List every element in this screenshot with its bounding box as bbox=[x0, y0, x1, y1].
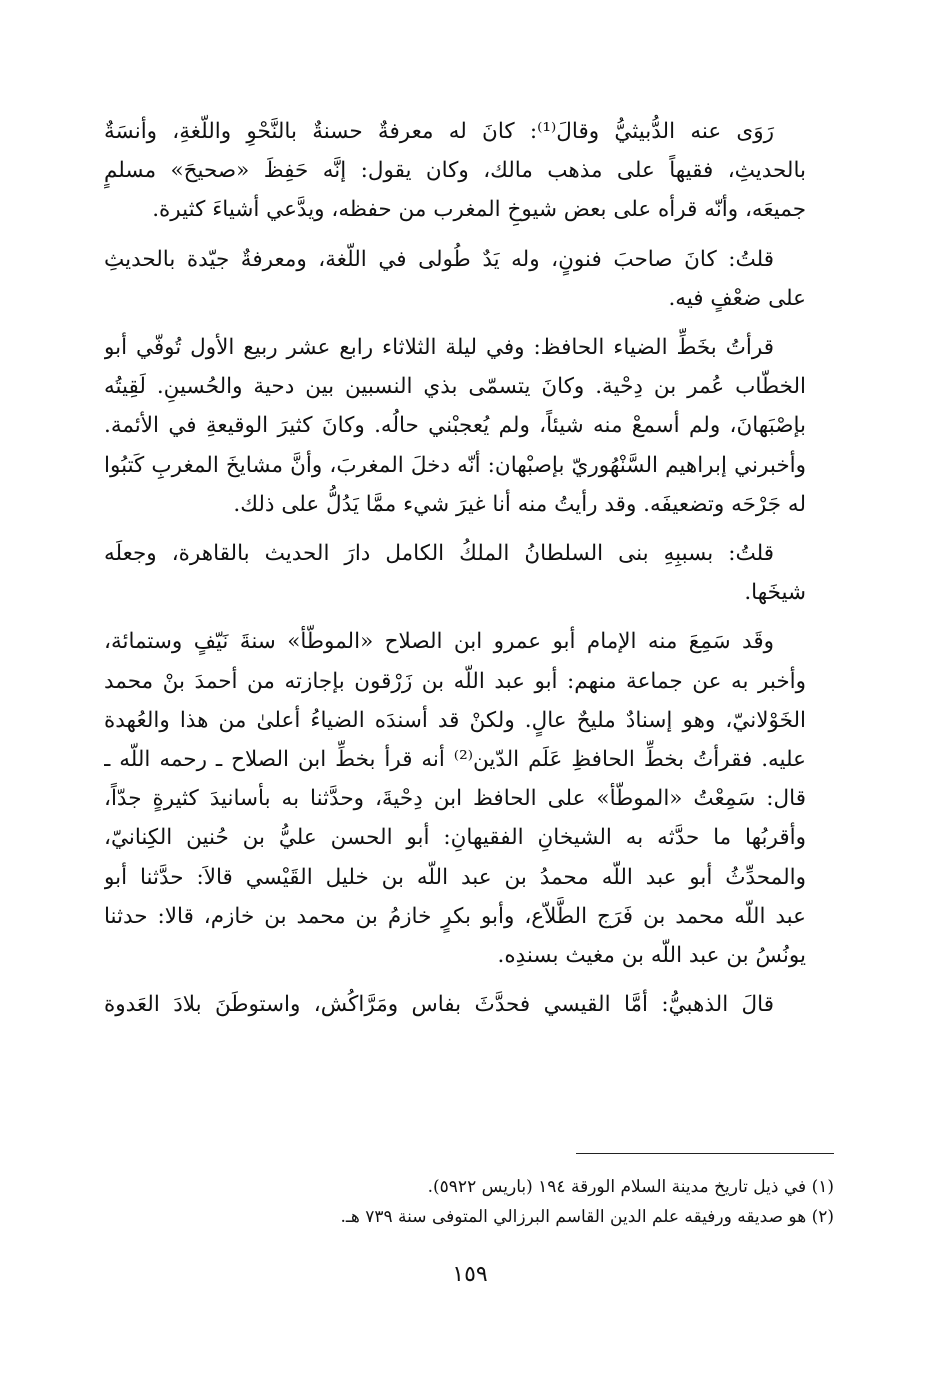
footnote-1: (١) في ذيل تاريخ مدينة السلام الورقة ١٩٤ (باريس ٥٩٢٢). bbox=[427, 1177, 834, 1197]
footnote-2: (٢) هو صديقه ورفيقه علم الدين القاسم البرزالي المتوفى سنة ٧٣٩ هـ. bbox=[340, 1207, 834, 1227]
footnote-divider bbox=[576, 1153, 834, 1154]
text-line: الخَوْلانيّ، وهو إسنادٌ مليحٌ عالٍ. ولكنْ قد أسندَه الضياءُ أعلىٰ من هذا والعُهدة bbox=[104, 707, 806, 733]
text-line: الخطّاب عُمر بن دِحْية. وكانَ يتسمّى بذي النسبين بين دحية والحُسينِ. لَقِيتُه bbox=[104, 374, 806, 400]
text-line: يونُسُ بن عبد اللّه بن مغيث بسندِه. bbox=[497, 943, 806, 969]
text-line: جميعَه، وأنّه قرأه على بعض شيوخِ المغرب من حفظه، ويدَّعي أشياءَ كثيرة. bbox=[152, 197, 806, 223]
text-line: قلتُ: بسببِهِ بنى السلطانُ الملكُ الكامل دارَ الحديث بالقاهرة، وجعلَه bbox=[104, 541, 774, 567]
paragraph-dubaythi bbox=[104, 112, 834, 230]
text-line: قالَ الذهبيُّ: أمَّا القيسي فحدَّثَ بفاس ومَرَّاكُش، واستوطَنَ بلادَ العَدوة bbox=[104, 992, 774, 1018]
paragraph-qultu-funun bbox=[104, 240, 834, 318]
text-line: وأخبر به عن جماعة منهم: أبو عبد اللّه بن زَرْقون بإجازته من أحمدَ بنْ محمد bbox=[104, 668, 806, 694]
text-line: قرأتُ بخَطِّ الضياء الحافظ: وفي ليلة الثلاثاء رابع عشر ربيع الأول تُوفّي أبو bbox=[104, 335, 774, 361]
text-line: عليه. فقرأتُ بخطِّ الحافظِ عَلَم الدّين⁽²⁾ أنه قرأ بخطِّ ابن الصلاح ـ رحمه اللّه ـ bbox=[104, 747, 806, 773]
text-line: بالحديثِ، فقيهاً على مذهب مالك، وكان يقول: إنَّه حَفِظَ «صحيحَ» مسلمٍ bbox=[104, 158, 806, 184]
text-line: له جَرْحَه وتضعيفَه. وقد رأيتُ منه أنا غيرَ شيء ممَّا يَدُلُّ على ذلك. bbox=[233, 491, 806, 517]
footnotes bbox=[300, 1172, 834, 1232]
text-line: على ضعْفٍ فيه. bbox=[668, 285, 806, 311]
paragraph-qaratu-bikhatt bbox=[104, 328, 834, 524]
paragraph-muwatta bbox=[104, 622, 834, 975]
text-line: والمحدِّثُ أبو عبد اللّه محمدُ بن عبد اللّه بن خليل القَيْسي قالاَ: حدَّثنا أبو bbox=[104, 864, 806, 890]
paragraph-qultu-sultan bbox=[104, 534, 834, 612]
text-line: قال: سَمِعْتُ «الموطّأ» على الحافظ ابن دِحْيةَ، وحدَّثنا به بأسانيدَ كثيرةٍ جدّاً، bbox=[104, 786, 806, 812]
text-line: وقَد سَمِعَ منه الإمام أبو عمرو ابن الصلاح «الموطّأ» سنةَ نَيّفٍ وستمائة، bbox=[104, 629, 774, 655]
paragraph-dhahabi bbox=[104, 985, 834, 1024]
text-line: بإصْبَهانَ، ولم أسمعْ منه شيئاً، ولم يُعجبْني حالُه. وكانَ كثيرَ الوقيعةِ في الأئمة. bbox=[104, 413, 806, 439]
page-number: ١٥٩ bbox=[452, 1262, 488, 1287]
text-line: وأقربُها ما حدَّثه به الشيخانِ الفقيهانِ: أبو الحسن عليُّ بن حُنين الكِنانيّ، bbox=[104, 825, 806, 851]
text-line: عبد اللّه محمد بن فَرَج الطَّلاّع، وأبو بكرٍ خازمُ بن محمد بن خازم، قالا: حدثنا bbox=[104, 903, 806, 929]
text-line: قلتُ: كانَ صاحبَ فنونٍ، وله يَدٌ طُولى في اللّغة، ومعرفةٌ جيّدة بالحديثِ bbox=[104, 246, 774, 272]
text-line: رَوَى عنه الدُّبيثيُّ وقالَ⁽¹⁾: كانَ له معرفةٌ حسنةٌ بالنَّحْوِ واللّغةِ، وأنسَةٌ bbox=[104, 119, 775, 144]
text-line: شيخَها. bbox=[744, 580, 806, 606]
text-line: وأخبرني إبراهيم السَّنْهُوريّ بإصبْهان: أنّه دخلَ المغربَ، وأنَّ مشايخَ المغربِ كَتبُوا bbox=[104, 452, 806, 478]
page-body bbox=[104, 112, 834, 1034]
